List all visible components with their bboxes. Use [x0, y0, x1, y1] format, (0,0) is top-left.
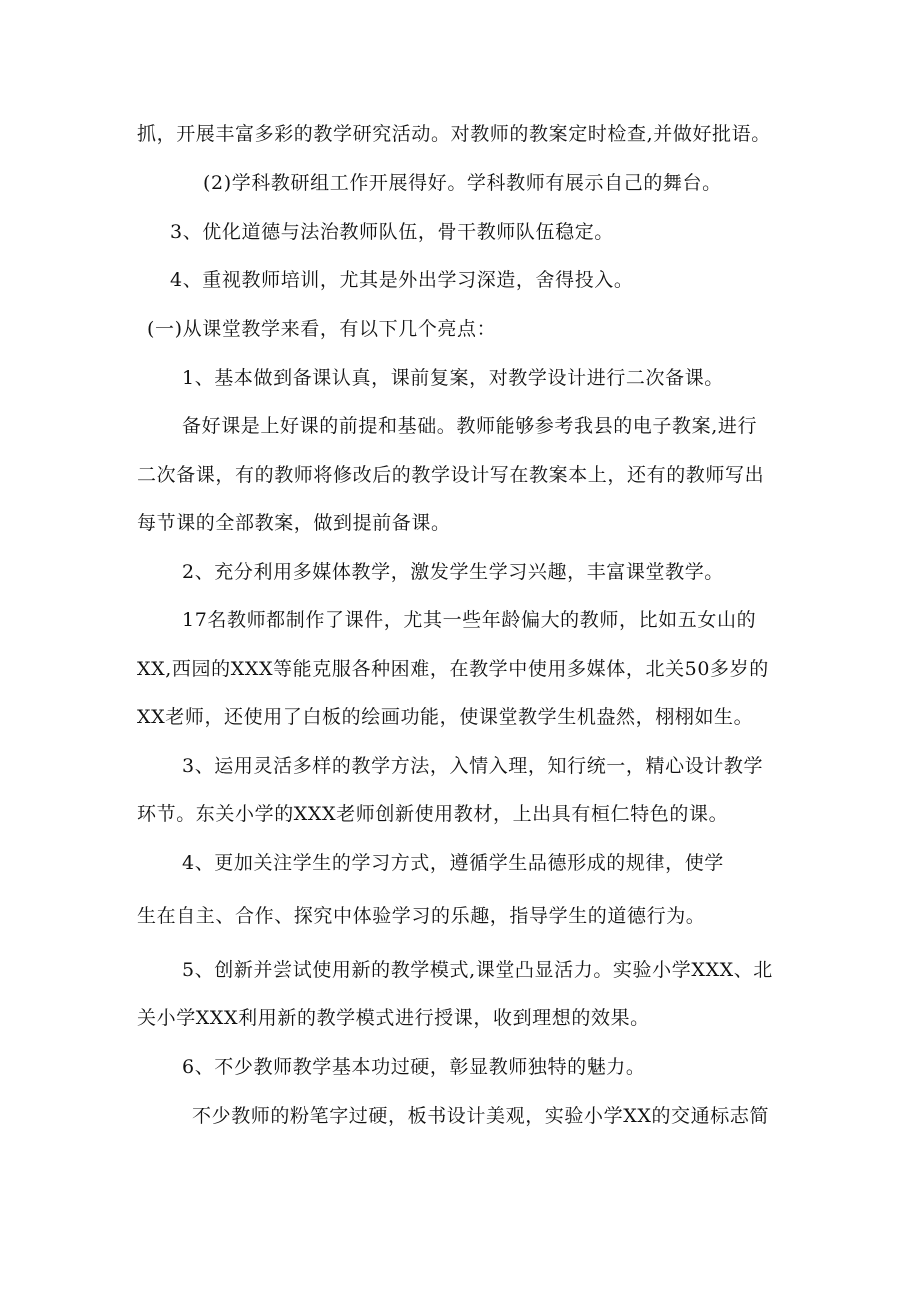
text-line: 3、运用灵活多样的教学方法，入情入理，知行统一，精心设计教学: [182, 755, 764, 777]
text-line: 17名教师都制作了课件，尤其一些年龄偏大的教师，比如五女山的: [182, 609, 757, 631]
text-line: 抓，开展丰富多彩的教学研究活动。对教师的教案定时检查,并做好批语。: [137, 123, 771, 145]
text-line: 生在自主、合作、探究中体验学习的乐趣，指导学生的道德行为。: [137, 905, 706, 927]
text-line: 不少教师的粉笔字过硬，板书设计美观，实验小学XX的交通标志简: [192, 1105, 770, 1127]
text-line: (2)学科教研组工作开展得好。学科教师有展示自己的舞台。: [203, 172, 722, 194]
text-line: 备好课是上好课的前提和基础。教师能够参考我县的电子教案,进行: [182, 415, 758, 437]
text-line: 3、优化道德与法治教师队伍，骨干教师队伍稳定。: [170, 221, 614, 243]
text-line: 4、更加关注学生的学习方式，遵循学生品德形成的规律，使学: [182, 852, 724, 874]
text-line: 每节课的全部教案，做到提前备课。: [137, 512, 451, 534]
text-line: XX,西园的XXX等能克服各种困难，在教学中使用多媒体，北关50多岁的: [137, 658, 769, 680]
text-line: 二次备课，有的教师将修改后的教学设计写在教案本上，还有的教师写出: [137, 464, 765, 486]
text-line: 5、创新并尝试使用新的教学模式,课堂凸显活力。实验小学XXX、北: [182, 959, 773, 981]
text-line: 4、重视教师培训，尤其是外出学习深造，舍得投入。: [170, 269, 634, 291]
text-line: 2、充分利用多媒体教学，激发学生学习兴趣，丰富课堂教学。: [182, 561, 724, 583]
text-line: XX老师，还使用了白板的绘画功能，使课堂教学生机盎然，栩栩如生。: [137, 706, 754, 728]
text-line: 关小学XXX利用新的教学模式进行授课，收到理想的效果。: [137, 1007, 650, 1029]
text-line: 6、不少教师教学基本功过硬，彰显教师独特的魅力。: [182, 1056, 646, 1078]
text-line: 1、基本做到备课认真，课前复案，对教学设计进行二次备课。: [182, 367, 724, 389]
text-line: (一)从课堂教学来看，有以下几个亮点：: [147, 318, 497, 340]
text-line: 环节。东关小学的XXX老师创新使用教材，上出具有桓仁特色的课。: [137, 803, 729, 825]
